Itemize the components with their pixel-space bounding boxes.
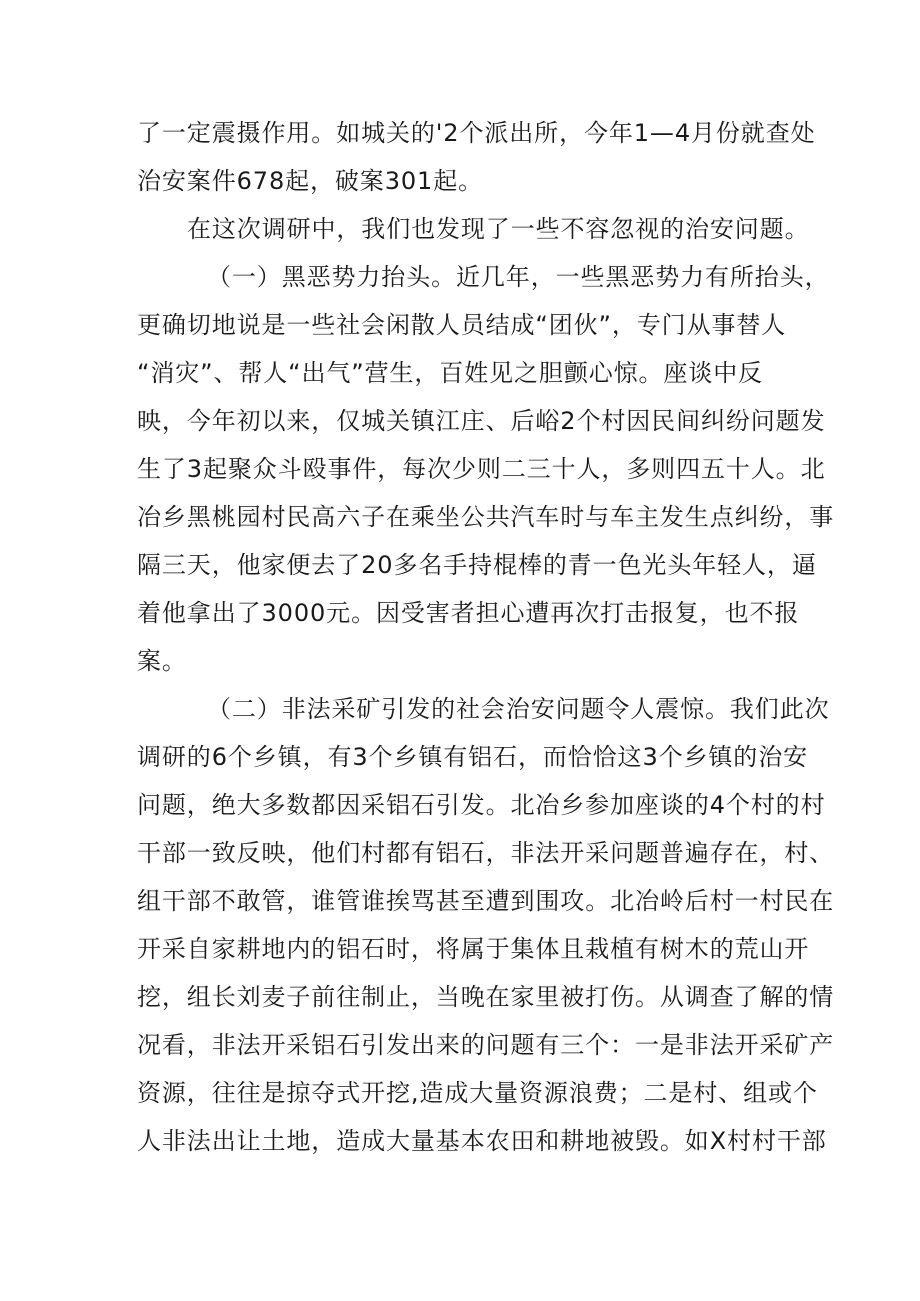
text-line: 了一定震摄作用。如城关的'2个派出所，今年1—4月份就查处 xyxy=(137,119,816,147)
section-heading-line: （二）非法采矿引发的社会治安问题令人震惊。我们此次 xyxy=(207,695,830,723)
text-line: 案。 xyxy=(137,647,187,675)
text-line: 问题，绝大多数都因采铝石引发。北冶乡参加座谈的4个村的村 xyxy=(137,791,826,819)
text-line: 组干部不敢管，谁管谁挨骂甚至遭到围攻。北冶岭后村一村民在 xyxy=(137,887,835,915)
text-line: 映，今年初以来，仅城关镇江庄、后峪2个村因民间纠纷问题发 xyxy=(137,407,826,435)
text-line: 治安案件678起，破案301起。 xyxy=(137,167,484,195)
text-line: 调研的6个乡镇，有3个乡镇有铝石，而恰恰这3个乡镇的治安 xyxy=(137,743,809,771)
section-heading-line: （一）黑恶势力抬头。近几年，一些黑恶势力有所抬头， xyxy=(207,263,830,291)
text-line: 挖，组长刘麦子前往制止，当晚在家里被打伤。从调查了解的情 xyxy=(137,983,835,1011)
text-line: 着他拿出了3000元。因受害者担心遭再次打击报复，也不报 xyxy=(137,599,800,627)
text-line: 资源，往往是掠夺式开挖,造成大量资源浪费；二是村、组或个 xyxy=(137,1079,818,1107)
text-line: 更确切地说是一些社会闲散人员结成“团伙”，专门从事替人 xyxy=(137,311,787,339)
text-line: “消灾”、帮人“出气”营生，百姓见之胆颤心惊。座谈中反 xyxy=(137,359,764,387)
text-line: 冶乡黑桃园村民高六子在乘坐公共汽车时与车主发生点纠纷，事 xyxy=(137,503,835,531)
text-line: 况看，非法开采铝石引发出来的问题有三个：一是非法开采矿产 xyxy=(137,1031,835,1059)
text-line: 人非法出让土地，造成大量基本农田和耕地被毁。如X村村干部 xyxy=(137,1127,827,1155)
text-line: 隔三天，他家便去了20多名手持棍棒的青一色光头年轻人，逼 xyxy=(137,551,817,579)
text-line: 开采自家耕地内的铝石时，将属于集体且栽植有树木的荒山开 xyxy=(137,935,810,963)
paragraph-start-line: 在这次调研中，我们也发现了一些不容忽视的治安问题。 xyxy=(187,215,810,243)
text-line: 干部一致反映，他们村都有铝石，非法开采问题普遍存在，村、 xyxy=(137,839,835,867)
text-line: 生了3起聚众斗殴事件，每次少则二三十人，多则四五十人。北 xyxy=(137,455,826,483)
